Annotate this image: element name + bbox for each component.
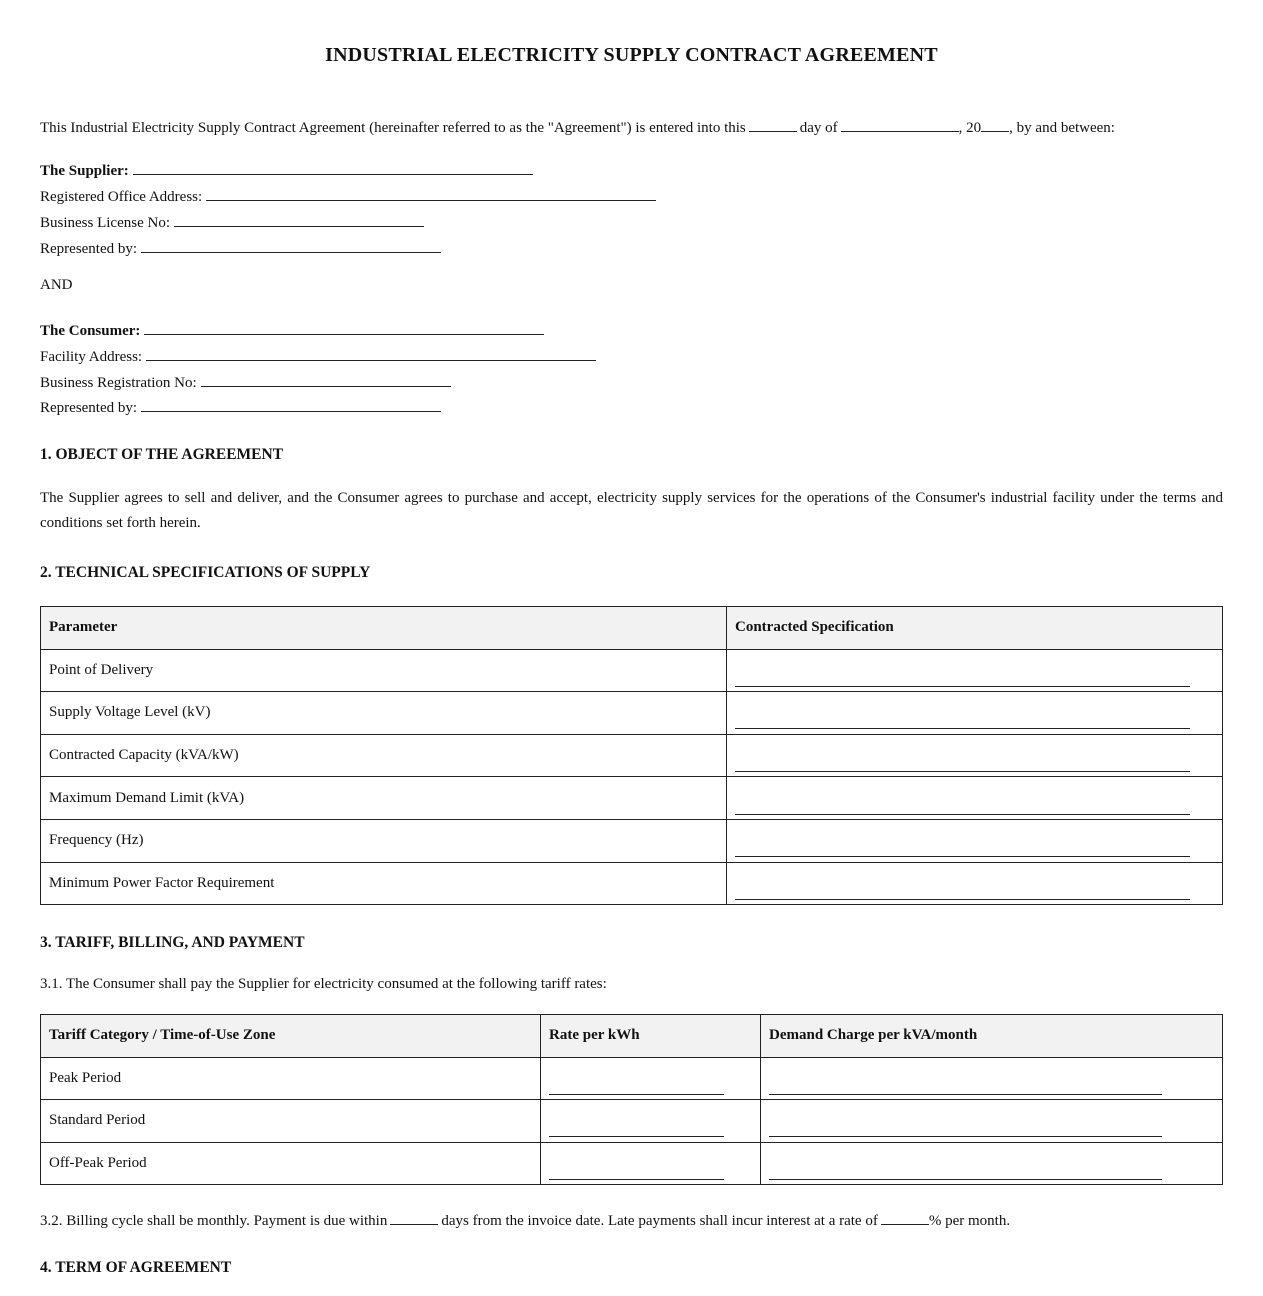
rate-blank[interactable] (549, 1062, 724, 1095)
consumer-registration-blank[interactable] (201, 371, 451, 387)
supplier-license-label: Business License No: (40, 215, 170, 231)
rate-blank[interactable] (549, 1104, 724, 1137)
specification-cell[interactable] (727, 862, 1223, 905)
specification-cell[interactable] (727, 649, 1223, 692)
interest-rate-blank[interactable] (881, 1209, 929, 1225)
consumer-address-blank[interactable] (146, 345, 596, 361)
table-row (41, 862, 1223, 905)
consumer-heading: The Consumer: (40, 323, 141, 339)
table-row (41, 819, 1223, 862)
document-title: INDUSTRIAL ELECTRICITY SUPPLY CONTRACT AGREEMENT (325, 44, 938, 66)
supplier-name-line (40, 159, 536, 181)
column-header-demand-charge: Demand Charge per kVA/month (761, 1015, 1223, 1058)
day-blank[interactable] (749, 116, 797, 132)
and-separator: AND (40, 277, 73, 293)
specification-blank[interactable] (735, 867, 1190, 900)
demand-charge-cell[interactable] (761, 1142, 1223, 1185)
specification-blank[interactable] (735, 824, 1190, 857)
column-header-specification: Contracted Specification (727, 607, 1223, 650)
demand-charge-cell[interactable] (761, 1057, 1223, 1100)
supplier-address-label: Registered Office Address: (40, 189, 203, 205)
table-row (41, 1100, 1223, 1143)
column-header-tariff-category: Tariff Category / Time-of-Use Zone (41, 1015, 541, 1058)
demand-charge-blank[interactable] (769, 1147, 1162, 1180)
technical-spec-table (40, 606, 1223, 905)
table-row (41, 734, 1223, 777)
year-blank[interactable] (981, 116, 1009, 132)
consumer-name-line (40, 319, 547, 341)
demand-charge-blank[interactable] (769, 1062, 1162, 1095)
demand-charge-cell[interactable] (761, 1100, 1223, 1143)
parameter-cell: Supply Voltage Level (kV) (41, 692, 727, 735)
specification-blank[interactable] (735, 739, 1190, 772)
section-1-heading: 1. OBJECT OF THE AGREEMENT (40, 446, 284, 463)
supplier-address-line (40, 185, 659, 207)
rate-blank[interactable] (549, 1147, 724, 1180)
parameter-cell: Contracted Capacity (kVA/kW) (41, 734, 727, 777)
consumer-rep-blank[interactable] (141, 396, 441, 412)
clause-3-2 (40, 1209, 1010, 1230)
table-row (41, 649, 1223, 692)
table-row (41, 692, 1223, 735)
parameter-cell: Point of Delivery (41, 649, 727, 692)
rate-cell[interactable] (541, 1057, 761, 1100)
clause-3-2-middle: days from the invoice date. Late payments shall incur interest at a rate of (441, 1213, 878, 1229)
clause-3-2-lead: 3.2. Billing cycle shall be monthly. Payment is due within (40, 1213, 388, 1229)
section-2-heading: 2. TECHNICAL SPECIFICATIONS OF SUPPLY (40, 564, 371, 581)
intro-year-prefix: , 20 (958, 120, 982, 136)
parameter-cell: Maximum Demand Limit (kVA) (41, 777, 727, 820)
month-blank[interactable] (841, 116, 959, 132)
specification-blank[interactable] (735, 782, 1190, 815)
table-row (41, 1142, 1223, 1185)
parameter-cell: Minimum Power Factor Requirement (41, 862, 727, 905)
table-header-row (41, 607, 1223, 650)
section-3-heading: 3. TARIFF, BILLING, AND PAYMENT (40, 934, 305, 951)
section-4-heading: 4. TERM OF AGREEMENT (40, 1259, 232, 1276)
demand-charge-blank[interactable] (769, 1104, 1162, 1137)
supplier-address-blank[interactable] (206, 185, 656, 201)
table-row (41, 777, 1223, 820)
specification-cell[interactable] (727, 734, 1223, 777)
intro-tail: , by and between: (1009, 120, 1115, 136)
specification-blank[interactable] (735, 654, 1190, 687)
table-row (41, 1057, 1223, 1100)
tariff-category-cell: Peak Period (41, 1057, 541, 1100)
supplier-heading: The Supplier: (40, 163, 129, 179)
supplier-rep-line (40, 237, 444, 259)
specification-blank[interactable] (735, 696, 1190, 729)
consumer-registration-line (40, 371, 454, 393)
consumer-address-label: Facility Address: (40, 349, 143, 365)
tariff-category-cell: Off-Peak Period (41, 1142, 541, 1185)
specification-cell[interactable] (727, 777, 1223, 820)
consumer-rep-label: Represented by: (40, 400, 138, 416)
supplier-license-blank[interactable] (174, 211, 424, 227)
rate-cell[interactable] (541, 1100, 761, 1143)
payment-days-blank[interactable] (390, 1209, 438, 1225)
column-header-parameter: Parameter (41, 607, 727, 650)
rate-cell[interactable] (541, 1142, 761, 1185)
intro-lead: This Industrial Electricity Supply Contract Agreement (hereinafter referred to as the "Agreement") is entered into this (40, 120, 746, 136)
section-1-text: The Supplier agrees to sell and deliver, and the Consumer agrees to purchase and accept, electricity supply services for the operations of the Consumer's industrial facility under the terms and conditions set forth herein. (40, 490, 1223, 531)
supplier-rep-label: Represented by: (40, 241, 138, 257)
consumer-registration-label: Business Registration No: (40, 375, 197, 391)
clause-3-1: 3.1. The Consumer shall pay the Supplier for electricity consumed at the following tariff rates: (40, 976, 607, 992)
clause-3-2-tail: % per month. (928, 1213, 1011, 1229)
column-header-rate-per-kwh: Rate per kWh (541, 1015, 761, 1058)
consumer-rep-line (40, 396, 444, 418)
parameter-cell: Frequency (Hz) (41, 819, 727, 862)
consumer-address-line (40, 345, 599, 367)
intro-paragraph (40, 116, 1223, 139)
consumer-name-blank[interactable] (144, 319, 544, 335)
tariff-category-cell: Standard Period (41, 1100, 541, 1143)
intro-day-of: day of (799, 120, 838, 136)
supplier-name-blank[interactable] (133, 159, 533, 175)
tariff-table (40, 1014, 1223, 1185)
supplier-rep-blank[interactable] (141, 237, 441, 253)
table-header-row (41, 1015, 1223, 1058)
specification-cell[interactable] (727, 819, 1223, 862)
specification-cell[interactable] (727, 692, 1223, 735)
supplier-license-line (40, 211, 427, 233)
